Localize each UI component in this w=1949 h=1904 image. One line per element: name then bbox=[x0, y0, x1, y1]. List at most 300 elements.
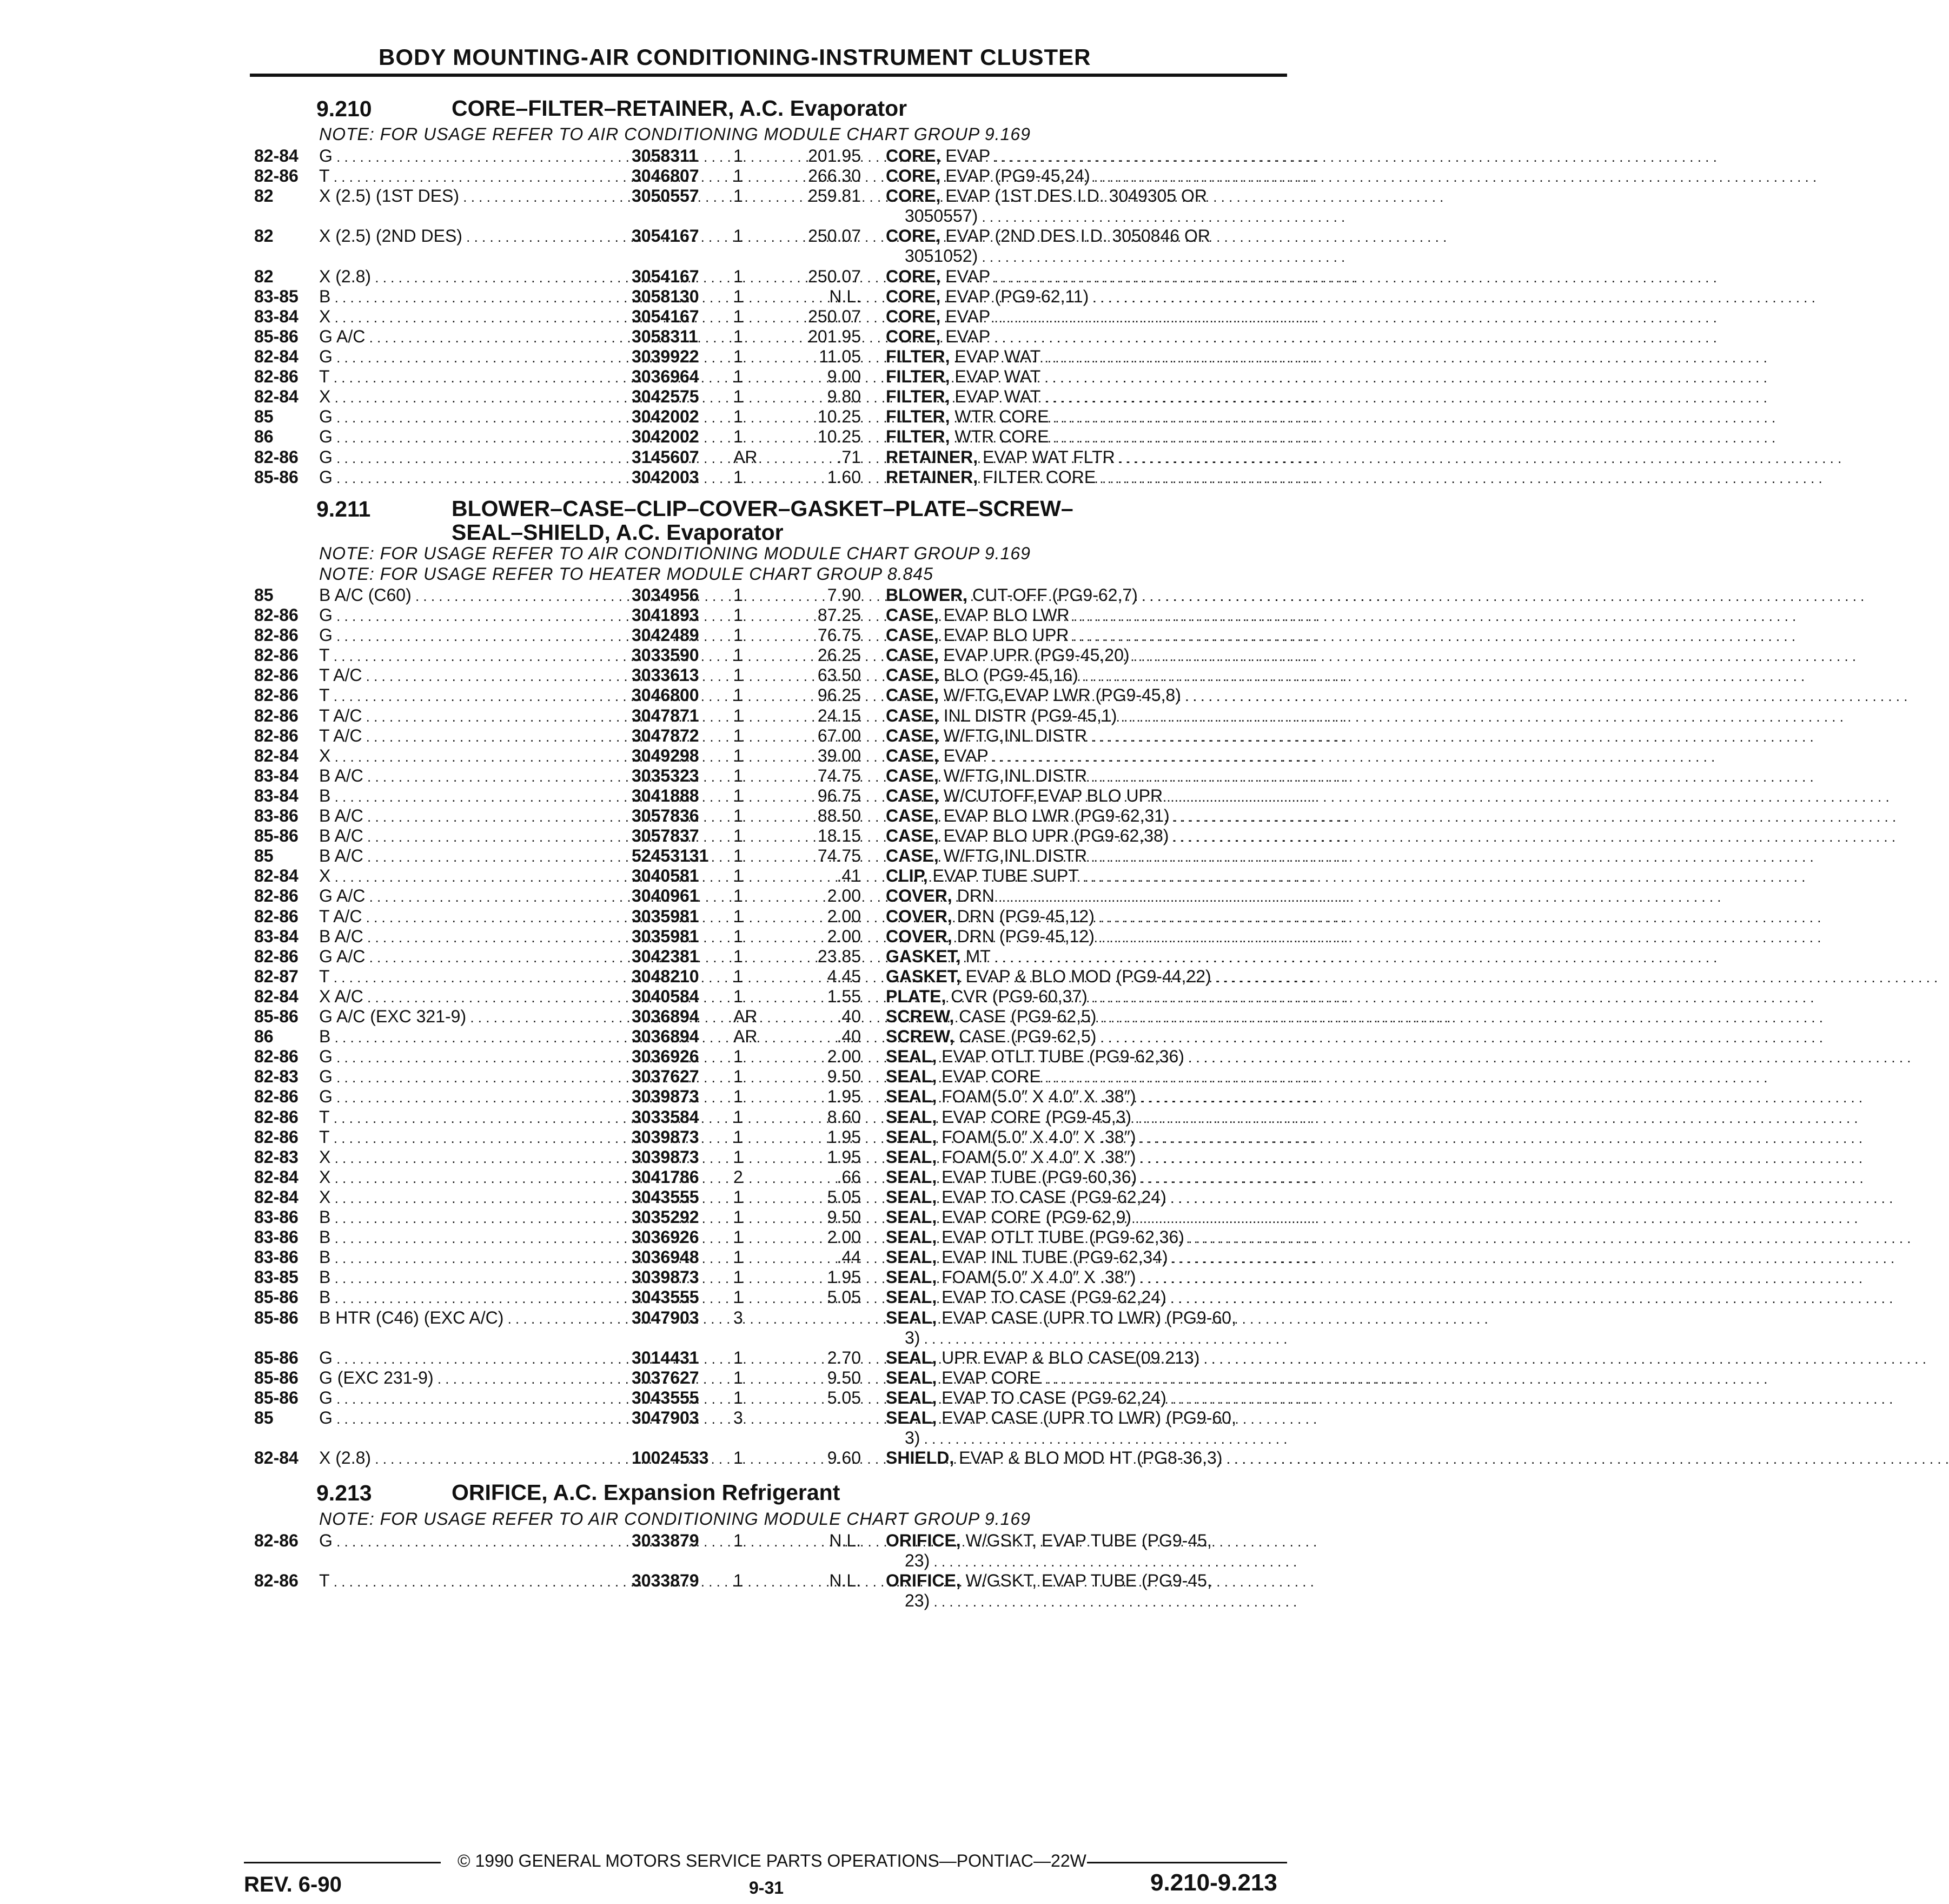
row-model bbox=[319, 1127, 605, 1147]
row-years: 83-84 bbox=[254, 786, 299, 805]
row-part-number: 3043555 bbox=[632, 1187, 699, 1207]
row-description bbox=[886, 427, 1281, 447]
row-description bbox=[886, 1207, 1281, 1227]
row-model bbox=[319, 1368, 605, 1388]
row-years: 85 bbox=[254, 407, 274, 426]
row-description bbox=[886, 1388, 1281, 1408]
row-description-line bbox=[886, 1368, 1041, 1387]
row-description-line bbox=[886, 766, 1087, 785]
row-description bbox=[886, 947, 1281, 967]
row-description-text: FOAM(5.0″ X 4.0″ X .38″) bbox=[942, 1127, 1136, 1147]
row-part-number: 3037627 bbox=[632, 1368, 699, 1387]
row-model-text: B bbox=[319, 287, 331, 306]
row-description-line bbox=[886, 327, 990, 346]
row-model bbox=[319, 726, 605, 746]
row-price: 2.70 bbox=[827, 1348, 861, 1367]
row-description-text: EVAP (1ST DES I.D. 3049305 OR bbox=[945, 186, 1208, 206]
table-row bbox=[0, 786, 1367, 806]
row-description-line bbox=[886, 685, 1181, 705]
row-description-text: EVAP TO CASE (PG9-62,24) bbox=[942, 1187, 1166, 1207]
row-model-text: G bbox=[319, 1531, 333, 1550]
row-part-name: PLATE, bbox=[886, 987, 946, 1006]
row-years: 83-86 bbox=[254, 806, 299, 825]
row-model bbox=[319, 1047, 605, 1067]
row-years: 83-85 bbox=[254, 1267, 299, 1287]
row-years: 85-86 bbox=[254, 1368, 299, 1387]
row-description-text: DRN (PG9-45,12) bbox=[957, 907, 1095, 926]
row-quantity: 1 bbox=[733, 1247, 743, 1267]
row-description bbox=[886, 1027, 1281, 1047]
row-years: 82-86 bbox=[254, 625, 299, 645]
row-model bbox=[319, 467, 605, 487]
row-model bbox=[319, 886, 605, 906]
table-row bbox=[0, 1027, 1367, 1047]
row-model-text: G bbox=[319, 1047, 333, 1066]
row-quantity: 1 bbox=[733, 387, 743, 406]
table-row bbox=[0, 307, 1367, 327]
row-description-line bbox=[886, 1027, 1096, 1046]
row-part-name: SCREW, bbox=[886, 1007, 954, 1026]
row-quantity: 1 bbox=[733, 605, 743, 625]
row-price: N.L. bbox=[829, 287, 861, 306]
row-description-text: MT bbox=[965, 947, 991, 966]
row-description bbox=[886, 1308, 1288, 1348]
row-model bbox=[319, 146, 605, 166]
row-price: 250.07 bbox=[808, 307, 861, 326]
row-quantity: 1 bbox=[733, 327, 743, 346]
row-part-number: 3042381 bbox=[632, 947, 699, 966]
leader-dots: . . . . . . . . . . . . . . . . . . . . . . . . . . . . . . . . . . . . . . . . . . . . . . . bbox=[930, 1553, 1297, 1570]
row-model-text: G A/C (EXC 321-9) bbox=[319, 1007, 467, 1026]
row-part-number: 3047871 bbox=[632, 706, 699, 725]
row-model-text: B A/C bbox=[319, 846, 363, 865]
row-model bbox=[319, 786, 605, 806]
row-part-name: CASE, bbox=[886, 726, 939, 745]
table-row bbox=[0, 866, 1367, 886]
table-row bbox=[0, 1308, 1367, 1347]
row-model bbox=[319, 947, 605, 967]
row-part-name: CASE, bbox=[886, 665, 939, 685]
row-years: 82-86 bbox=[254, 605, 299, 625]
row-years: 82 bbox=[254, 186, 274, 206]
row-price: 74.75 bbox=[817, 766, 861, 785]
row-part-name: CASE, bbox=[886, 685, 939, 705]
row-model-text: G (EXC 231-9) bbox=[319, 1368, 434, 1387]
row-description bbox=[886, 746, 1281, 766]
row-part-number: 3034956 bbox=[632, 585, 699, 605]
row-years: 82-86 bbox=[254, 1127, 299, 1147]
table-row bbox=[0, 1087, 1367, 1107]
table-row bbox=[0, 166, 1367, 186]
table-row bbox=[0, 1167, 1367, 1187]
row-model bbox=[319, 387, 605, 407]
row-model bbox=[319, 1007, 605, 1027]
row-years: 82 bbox=[254, 226, 274, 246]
section-title: SEAL–SHIELD, A.C. Evaporator bbox=[452, 520, 784, 545]
row-model bbox=[319, 1227, 605, 1247]
row-model-text: G bbox=[319, 1067, 333, 1086]
row-description-line bbox=[886, 1007, 1096, 1026]
leader-dots: . . . . . . . . . . . . . . . . . . . . . . . . . . . . . . . . . . . . . . . . . . . . . . . bbox=[978, 209, 1345, 225]
row-price: 88.50 bbox=[817, 806, 861, 825]
section-number: 9.210 bbox=[316, 96, 372, 121]
row-quantity: 1 bbox=[733, 1368, 743, 1387]
row-price: 74.75 bbox=[817, 846, 861, 865]
row-description-text: FOAM(5.0″ X 4.0″ X .38″) bbox=[942, 1087, 1136, 1106]
row-price: 8.60 bbox=[827, 1107, 861, 1127]
row-part-number: 3035981 bbox=[632, 927, 699, 946]
row-part-name: CORE, bbox=[886, 327, 941, 346]
row-price: 5.05 bbox=[827, 1187, 861, 1207]
row-model bbox=[319, 685, 605, 705]
row-description-text: EVAP TO CASE (PG9-62,24) bbox=[942, 1388, 1166, 1407]
row-quantity: AR bbox=[733, 1027, 758, 1046]
row-quantity: 1 bbox=[733, 746, 743, 765]
row-description-line bbox=[886, 1531, 1212, 1550]
row-description-text: CASE (PG9-62,5) bbox=[959, 1027, 1097, 1046]
section-note: NOTE: FOR USAGE REFER TO AIR CONDITIONING MODULE CHART GROUP 9.169 bbox=[319, 1509, 1031, 1529]
row-part-name: SEAL, bbox=[886, 1287, 937, 1307]
row-model-text: T bbox=[319, 1571, 330, 1590]
leader-dots: . . . . . . . . . . . . . . . . . . . . . . . . . . . . . . . . . . . . . . . . . . . . . . . bbox=[920, 1331, 1288, 1347]
row-model-text: X bbox=[319, 387, 331, 406]
row-description bbox=[886, 585, 1281, 605]
row-model-text: T bbox=[319, 166, 330, 186]
row-part-number: 3058311 bbox=[632, 327, 698, 346]
row-quantity: 1 bbox=[733, 1227, 743, 1247]
row-model bbox=[319, 447, 605, 467]
row-model-text: B A/C bbox=[319, 766, 363, 785]
row-quantity: 1 bbox=[733, 1207, 743, 1227]
row-price: 201.95 bbox=[808, 146, 861, 166]
row-description-text: EVAP WAT bbox=[954, 367, 1041, 386]
row-part-name: CLIP, bbox=[886, 866, 928, 885]
row-description-text: EVAP CORE bbox=[942, 1368, 1041, 1387]
row-part-name: CORE, bbox=[886, 287, 941, 306]
row-description-line bbox=[886, 706, 1117, 725]
row-model-text: B bbox=[319, 786, 331, 805]
row-part-number: 3033613 bbox=[632, 665, 699, 685]
row-description-line bbox=[886, 625, 1069, 645]
row-part-name: FILTER, bbox=[886, 387, 950, 406]
row-description bbox=[886, 1531, 1297, 1571]
table-row bbox=[0, 267, 1367, 287]
row-description bbox=[886, 146, 1281, 166]
row-price: 63.50 bbox=[817, 665, 861, 685]
row-model-text: B A/C bbox=[319, 806, 363, 825]
row-model-text: T A/C bbox=[319, 726, 362, 745]
row-description-text: UPR EVAP & BLO CASE(09.213) bbox=[942, 1348, 1200, 1367]
table-row bbox=[0, 585, 1367, 605]
row-description bbox=[886, 267, 1281, 287]
row-description-text: CVR (PG9-60,37) bbox=[951, 987, 1088, 1006]
row-price: 96.25 bbox=[817, 685, 861, 705]
row-description bbox=[886, 987, 1281, 1007]
row-price: 2.00 bbox=[827, 886, 861, 905]
row-part-number: 3033879 bbox=[632, 1531, 699, 1550]
row-price: 1.95 bbox=[827, 1267, 861, 1287]
row-quantity: 1 bbox=[733, 146, 743, 166]
row-part-name: COVER, bbox=[886, 886, 952, 905]
row-price: .41 bbox=[837, 866, 861, 885]
row-model bbox=[319, 766, 605, 786]
row-description-text: W/FTG,INL DISTR bbox=[943, 766, 1088, 785]
row-model bbox=[319, 585, 605, 605]
row-description-text: EVAP & BLO MOD (PG9-44,22) bbox=[965, 967, 1211, 986]
table-row bbox=[0, 1287, 1367, 1307]
row-model bbox=[319, 645, 605, 665]
section-title: BLOWER–CASE–CLIP–COVER–GASKET–PLATE–SCREW– bbox=[452, 496, 1073, 521]
row-description-line bbox=[886, 1187, 1166, 1207]
row-price: 250.07 bbox=[808, 267, 861, 286]
row-quantity: 3 bbox=[733, 1408, 743, 1427]
row-model bbox=[319, 166, 605, 186]
row-quantity: 1 bbox=[733, 685, 743, 705]
row-years: 85-86 bbox=[254, 826, 299, 845]
row-quantity: 1 bbox=[733, 886, 743, 905]
row-model bbox=[319, 287, 605, 307]
row-part-number: 3036926 bbox=[632, 1047, 699, 1066]
row-part-name: SEAL, bbox=[886, 1107, 937, 1127]
row-description bbox=[886, 967, 1281, 987]
row-part-name: FILTER, bbox=[886, 367, 950, 386]
row-quantity: 1 bbox=[733, 987, 743, 1006]
table-row bbox=[0, 907, 1367, 927]
row-model bbox=[319, 327, 605, 347]
row-description-text: EVAP WAT bbox=[954, 347, 1041, 366]
row-price: 23.85 bbox=[817, 947, 861, 966]
leader-dots: . . . . . . . . . . . . . . . . . . . . . . . . . . . . . . . . . . . . . . . . . . . . . . . bbox=[978, 249, 1345, 265]
row-part-name: SHIELD, bbox=[886, 1448, 954, 1467]
row-price: .71 bbox=[837, 447, 861, 467]
row-price: .40 bbox=[837, 1027, 861, 1046]
row-part-number: 3040584 bbox=[632, 987, 699, 1006]
row-model bbox=[319, 1531, 605, 1551]
row-part-name: SEAL, bbox=[886, 1227, 937, 1247]
row-years: 82-86 bbox=[254, 706, 299, 725]
row-model bbox=[319, 967, 605, 987]
table-row bbox=[0, 347, 1367, 367]
title-rule bbox=[250, 74, 1287, 77]
row-description-text: W/FTG,INL DISTR bbox=[943, 726, 1088, 745]
row-price: .66 bbox=[837, 1167, 861, 1187]
table-row bbox=[0, 1207, 1367, 1227]
row-description-line bbox=[886, 407, 1049, 426]
row-price: 2.00 bbox=[827, 1047, 861, 1066]
row-part-name: CORE, bbox=[886, 267, 941, 286]
row-quantity: 1 bbox=[733, 1448, 743, 1467]
row-part-number: 3036964 bbox=[632, 367, 699, 386]
row-part-number: 3042003 bbox=[632, 467, 699, 487]
row-quantity: 1 bbox=[733, 166, 743, 186]
row-model-text: T bbox=[319, 685, 330, 705]
row-model bbox=[319, 1147, 605, 1167]
row-years: 82-86 bbox=[254, 665, 299, 685]
row-price: 9.60 bbox=[827, 1448, 861, 1467]
row-description-line bbox=[886, 947, 991, 966]
row-part-name: SEAL, bbox=[886, 1308, 937, 1327]
row-quantity: 1 bbox=[733, 226, 743, 246]
table-row bbox=[0, 1348, 1367, 1368]
row-model-text: X bbox=[319, 307, 331, 326]
table-row bbox=[0, 447, 1367, 467]
row-model bbox=[319, 427, 605, 447]
row-part-name: SEAL, bbox=[886, 1267, 937, 1287]
row-quantity: 1 bbox=[733, 826, 743, 845]
row-description-line bbox=[886, 585, 1138, 605]
row-description-line bbox=[886, 1087, 1136, 1106]
row-model-text: G A/C bbox=[319, 947, 366, 966]
row-model-text: X (2.8) bbox=[319, 1448, 372, 1467]
table-row bbox=[0, 1067, 1367, 1087]
row-price: 1.60 bbox=[827, 467, 861, 487]
row-years: 82-84 bbox=[254, 1187, 299, 1207]
row-part-name: ORIFICE, bbox=[886, 1531, 961, 1550]
row-part-name: SCREW, bbox=[886, 1027, 954, 1046]
row-price: 259.81 bbox=[808, 186, 861, 206]
table-row bbox=[0, 645, 1367, 665]
table-row bbox=[0, 186, 1367, 226]
footer-rule-right bbox=[1087, 1862, 1287, 1863]
row-part-number: 3036926 bbox=[632, 1227, 699, 1247]
row-quantity: 1 bbox=[733, 907, 743, 926]
row-model-text: X bbox=[319, 866, 331, 885]
table-row bbox=[0, 665, 1367, 685]
row-description bbox=[886, 665, 1281, 685]
table-row bbox=[0, 605, 1367, 625]
row-description-text: EVAP WAT FLTR bbox=[982, 447, 1115, 467]
section-note: NOTE: FOR USAGE REFER TO HEATER MODULE CHART GROUP 8.845 bbox=[319, 564, 933, 584]
row-description-line bbox=[886, 866, 1079, 885]
row-part-name: SEAL, bbox=[886, 1368, 937, 1387]
row-model bbox=[319, 1308, 605, 1328]
row-part-number: 3047903 bbox=[632, 1408, 699, 1427]
row-description-text: EVAP TUBE SUPT bbox=[932, 866, 1079, 885]
row-part-number: 3050557 bbox=[632, 186, 699, 206]
row-quantity: 1 bbox=[733, 947, 743, 966]
row-part-name: FILTER, bbox=[886, 427, 950, 446]
row-years: 82-87 bbox=[254, 967, 299, 986]
section-note: NOTE: FOR USAGE REFER TO AIR CONDITIONING MODULE CHART GROUP 9.169 bbox=[319, 544, 1031, 563]
table-row bbox=[0, 287, 1367, 307]
row-model-text: X (2.5) (2ND DES) bbox=[319, 226, 462, 246]
row-part-name: CORE, bbox=[886, 307, 941, 326]
row-description-text: CASE (PG9-62,5) bbox=[959, 1007, 1097, 1026]
row-description bbox=[886, 1047, 1281, 1067]
row-description bbox=[886, 1348, 1281, 1368]
row-description-line bbox=[886, 886, 995, 905]
row-part-name: CORE, bbox=[886, 186, 941, 206]
row-quantity: 1 bbox=[733, 806, 743, 825]
table-row bbox=[0, 1267, 1367, 1287]
table-row bbox=[0, 967, 1367, 987]
row-description-line bbox=[886, 367, 1040, 386]
row-part-name: CASE, bbox=[886, 605, 939, 625]
row-price: 7.90 bbox=[827, 585, 861, 605]
row-model-text: T bbox=[319, 645, 330, 665]
row-model bbox=[319, 367, 605, 387]
section-number: 9.213 bbox=[316, 1480, 372, 1505]
row-years: 82-84 bbox=[254, 146, 299, 166]
row-quantity: 1 bbox=[733, 1187, 743, 1207]
row-description-continued: 3) . . . . . . . . . . . . . . . . . . . . . . . . . . . . . . . . . . . . . . . . . . . . . . . bbox=[905, 1428, 1288, 1447]
row-description-line bbox=[886, 826, 1169, 845]
row-model-text: B A/C (C60) bbox=[319, 585, 412, 605]
row-part-name: CASE, bbox=[886, 846, 939, 865]
row-description-line bbox=[886, 1308, 1236, 1327]
row-description-line bbox=[886, 987, 1088, 1006]
section-number: 9.211 bbox=[316, 497, 371, 521]
row-part-name: COVER, bbox=[886, 927, 952, 946]
row-years: 82-86 bbox=[254, 1571, 299, 1590]
table-row bbox=[0, 146, 1367, 166]
row-description-text: FOAM(5.0″ X 4.0″ X .38″) bbox=[942, 1147, 1136, 1167]
table-row bbox=[0, 886, 1367, 906]
row-years: 82-84 bbox=[254, 1448, 299, 1467]
row-model-text: T bbox=[319, 1107, 330, 1127]
row-description-line bbox=[886, 427, 1049, 446]
footer-copyright: © 1990 GENERAL MOTORS SERVICE PARTS OPERATIONS—PONTIAC—22W bbox=[458, 1851, 1086, 1870]
row-description bbox=[886, 387, 1281, 407]
row-description-text: EVAP & BLO MOD HT (PG8-36,3) bbox=[959, 1448, 1223, 1467]
row-price: 1.95 bbox=[827, 1087, 861, 1106]
row-price: .44 bbox=[837, 1247, 861, 1267]
row-model bbox=[319, 806, 605, 826]
row-description-continued: 3050557) . . . . . . . . . . . . . . . . . . . . . . . . . . . . . . . . . . . . . . . . . . . . . . . bbox=[905, 206, 1345, 226]
row-model-text: G bbox=[319, 1408, 333, 1427]
row-model bbox=[319, 1187, 605, 1207]
row-description-text: WTR CORE bbox=[954, 407, 1049, 426]
row-model-text: X bbox=[319, 746, 331, 765]
row-years: 82-86 bbox=[254, 726, 299, 745]
row-description bbox=[886, 1067, 1281, 1087]
row-price: 76.75 bbox=[817, 625, 861, 645]
table-row bbox=[0, 1047, 1367, 1067]
row-years: 83-86 bbox=[254, 1207, 299, 1227]
row-description-text: EVAP (PG9-62,11) bbox=[945, 287, 1089, 306]
row-part-name: CASE, bbox=[886, 806, 939, 825]
row-years: 85-86 bbox=[254, 467, 299, 487]
row-part-name: SEAL, bbox=[886, 1067, 937, 1086]
row-model bbox=[319, 267, 605, 287]
row-part-name: CASE, bbox=[886, 766, 939, 785]
row-description-text: INL DISTR (PG9-45,1) bbox=[943, 706, 1117, 725]
row-part-number: 3041786 bbox=[632, 1167, 699, 1187]
row-quantity: 2 bbox=[733, 1167, 743, 1187]
row-years: 82-86 bbox=[254, 1531, 299, 1550]
row-quantity: 1 bbox=[733, 665, 743, 685]
row-description bbox=[886, 605, 1281, 625]
row-description-text: EVAP TO CASE (PG9-62,24) bbox=[942, 1287, 1166, 1307]
row-model-text: G bbox=[319, 605, 333, 625]
row-description bbox=[886, 1187, 1281, 1207]
row-description-line bbox=[886, 645, 1130, 665]
row-part-number: 3040961 bbox=[632, 886, 699, 905]
row-price: 2.00 bbox=[827, 1227, 861, 1247]
row-part-number: 3042002 bbox=[632, 407, 699, 426]
row-description-text: EVAP bbox=[945, 307, 991, 326]
row-price: 18.15 bbox=[817, 826, 861, 845]
row-years: 85-86 bbox=[254, 1308, 299, 1327]
row-quantity: AR bbox=[733, 447, 758, 467]
row-part-number: 3042489 bbox=[632, 625, 699, 645]
row-price: 96.75 bbox=[817, 786, 861, 805]
row-model bbox=[319, 307, 605, 327]
row-quantity: 1 bbox=[733, 287, 743, 306]
row-description-text: W/CUTOFF,EVAP BLO UPR bbox=[943, 786, 1163, 805]
row-part-number: 52453131 bbox=[632, 846, 709, 865]
table-row bbox=[0, 1247, 1367, 1267]
